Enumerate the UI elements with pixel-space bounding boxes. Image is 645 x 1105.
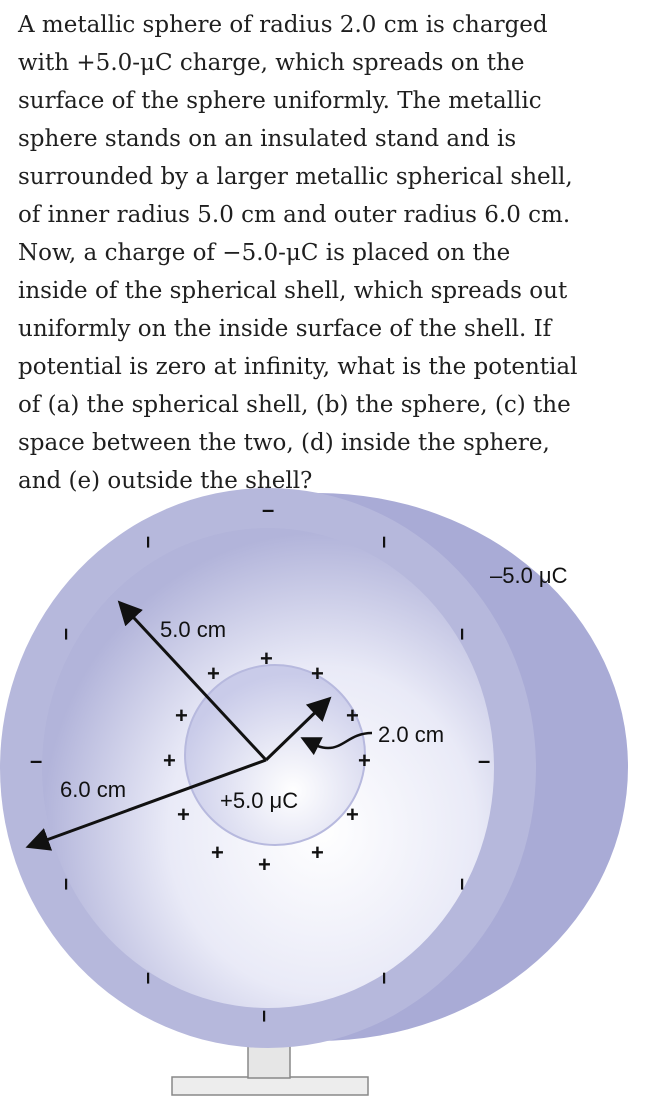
problem-line: of inner radius 5.0 cm and outer radius 6.0 cm. [18,202,571,228]
plus-charge: + [311,661,324,686]
problem-line: uniformly on the inside surface of the shell. If [18,316,552,342]
minus-charge: – [137,972,162,985]
plus-charge: + [211,840,224,865]
outer-radius-label: 6.0 cm [60,777,127,802]
problem-line: and (e) outside the shell? [18,468,313,494]
minus-charge: – [478,748,491,773]
minus-charge: – [253,1010,278,1023]
sphere-shell-diagram [0,480,645,1105]
inner-sphere [185,665,365,845]
shell-charge-label: –5.0 μC [490,563,568,588]
plus-charge: + [207,661,220,686]
plus-charge: + [346,802,359,827]
stand-base [172,1077,368,1095]
minus-charge: – [262,497,275,522]
problem-line: potential is zero at infinity, what is the potential [18,354,578,380]
plus-charge: + [260,646,273,671]
plus-charge: + [311,840,324,865]
minus-charge: – [55,878,80,891]
problem-line: space between the two, (d) inside the sphere, [18,430,550,456]
plus-charge: + [163,748,176,773]
problem-line: of (a) the spherical shell, (b) the sphere, (c) the [18,392,571,418]
problem-line: surrounded by a larger metallic spherical shell, [18,164,573,190]
minus-charge: – [451,878,476,891]
inner-radius-label: 5.0 cm [160,617,227,642]
problem-text [18,6,633,500]
problem-line: sphere stands on an insulated stand and is [18,126,517,152]
plus-charge: + [258,852,271,877]
problem-line: with +5.0-μC charge, which spreads on the [18,50,525,76]
problem-line: surface of the sphere uniformly. The metallic [18,88,542,114]
minus-charge: – [137,536,162,549]
minus-charge: – [30,748,43,773]
problem-line: inside of the spherical shell, which spreads out [18,278,568,304]
problem-line: Now, a charge of −5.0-μC is placed on the [18,240,511,266]
plus-charge: + [346,703,359,728]
minus-charge: – [55,628,80,641]
plus-charge: + [358,748,371,773]
sphere-charge-label: +5.0 μC [220,788,299,813]
sphere-radius-label: 2.0 cm [378,722,445,747]
minus-charge: – [451,628,476,641]
minus-charge: – [373,972,398,985]
plus-charge: + [177,802,190,827]
minus-charge: – [373,536,398,549]
problem-line: A metallic sphere of radius 2.0 cm is charged [18,12,548,38]
plus-charge: + [175,703,188,728]
